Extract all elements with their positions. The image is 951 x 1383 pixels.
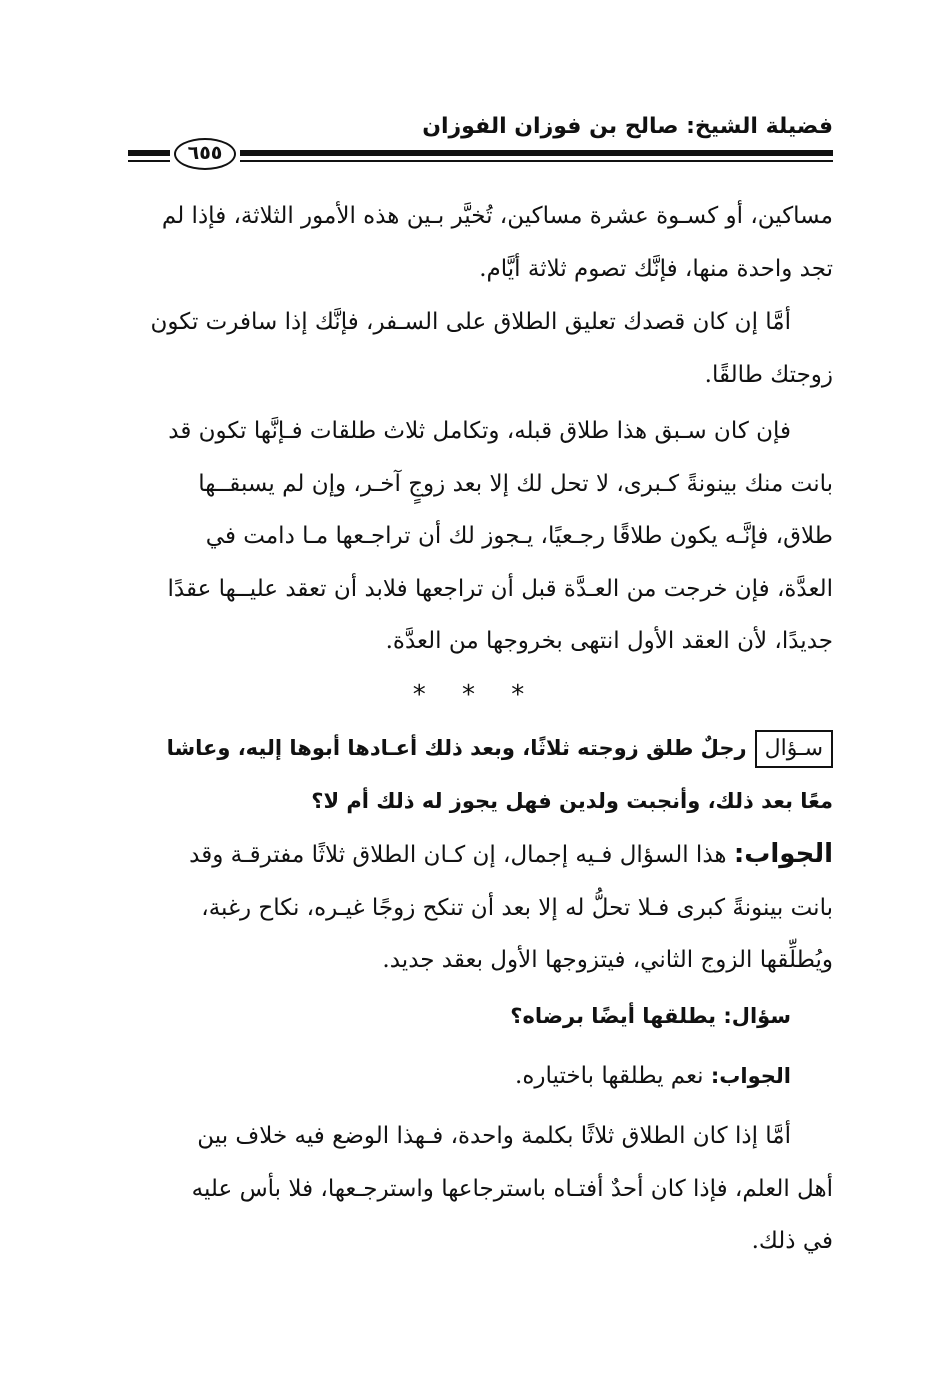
followup-answer-text: نعم يطلقها باختياره. xyxy=(515,1063,704,1089)
paragraph-continuation xyxy=(120,190,833,295)
followup-question-text: سؤال: يطلقها أيضًا برضاه؟ xyxy=(510,1004,791,1028)
question-label-box: سـؤال xyxy=(755,730,833,768)
header-rule-thick xyxy=(240,150,833,156)
paragraph-single-word-divorce xyxy=(120,1110,833,1268)
text-line: جديدًا، لأن العقد الأول انتهى بخروجها من العدَّة. xyxy=(385,628,833,654)
answer-line: ويُطلِّقها الزوج الثاني، فيتزوجها الأول بعقد جديد. xyxy=(382,947,833,973)
text-line: تجد واحدة منها، فإنَّك تصوم ثلاثة أيَّام. xyxy=(479,255,833,282)
question-line: معًا بعد ذلك، وأنجبت ولدين فهل يجوز له ذلك أم لا؟ xyxy=(311,788,833,813)
followup-question xyxy=(120,990,833,1043)
answer-block xyxy=(120,828,833,987)
answer-line xyxy=(120,828,833,882)
answer-label: الجواب: xyxy=(733,839,833,869)
page-number: ٦٥٥ xyxy=(174,138,236,170)
text-line: زوجتك طالقًا. xyxy=(704,361,833,388)
header-rule-left-thick xyxy=(128,150,170,156)
header-rule-left-thin xyxy=(128,160,170,162)
text-line: أمَّا إذا كان الطلاق ثلاثًا بكلمة واحدة، فـهذا الوضع فيه خلاف بين xyxy=(197,1123,791,1149)
question-block xyxy=(120,722,833,827)
paragraph-divorce-count xyxy=(120,405,833,668)
text-line: في ذلك. xyxy=(751,1228,833,1254)
text-line: طلاق، فإنَّـه يكون طلاقًا رجـعيًا، يـجوز لك أن تراجـعها مـا دامت في xyxy=(205,523,833,549)
header-rule-thin xyxy=(240,160,833,162)
answer-text: هذا السؤال فـيه إجمال، إن كـان الطلاق ثلاثًا مفترقـة وقد xyxy=(189,842,727,868)
followup-answer-label: الجواب: xyxy=(710,1064,791,1088)
paragraph-travel-condition xyxy=(120,296,833,401)
text-line: مساكين، أو كسـوة عشرة مساكين، تُخيَّر بـين هذه الأمور الثلاثة، فإذا لم xyxy=(161,203,833,229)
text-line: أمَّا إن كان قصدك تعليق الطلاق على السـفر، فإنَّك إذا سافرت تكون xyxy=(150,309,791,335)
followup-answer-line xyxy=(120,1050,833,1103)
text-line: بانت منك بينونةً كـبرى، لا تحل لك إلا بعد زوجٍ آخـر، وإن لم يسبقــها xyxy=(198,470,833,497)
question-line xyxy=(120,722,833,775)
text-line: العدَّة، فإن خرجت من العـدَّة قبل أن تراجعها فلابد أن تعقد عليــها عقدًا xyxy=(167,575,833,602)
running-header-title: فضيلة الشيخ: صالح بن فوزان الفوزان xyxy=(422,114,833,139)
answer-line: بانت بينونةً كبرى فـلا تحلُّ له إلا بعد أن تنكح زوجًا غيـره، نكاح رغبة، xyxy=(201,894,833,921)
question-text: رجلٌ طلق زوجته ثلاثًا، وبعد ذلك أعـادها أبوها إليه، وعاشا xyxy=(166,736,747,760)
text-line: فإن كان سـبق هذا طلاق قبله، وتكامل ثلاث طلقات فـإنَّها تكون قد xyxy=(168,418,791,444)
section-separator: * * * xyxy=(412,680,539,710)
text-line: أهل العلم، فإذا كان أحدٌ أفتـاه باسترجاعها واسترجـعها، فلا بأس عليه xyxy=(191,1175,833,1202)
followup-answer xyxy=(120,1050,833,1103)
